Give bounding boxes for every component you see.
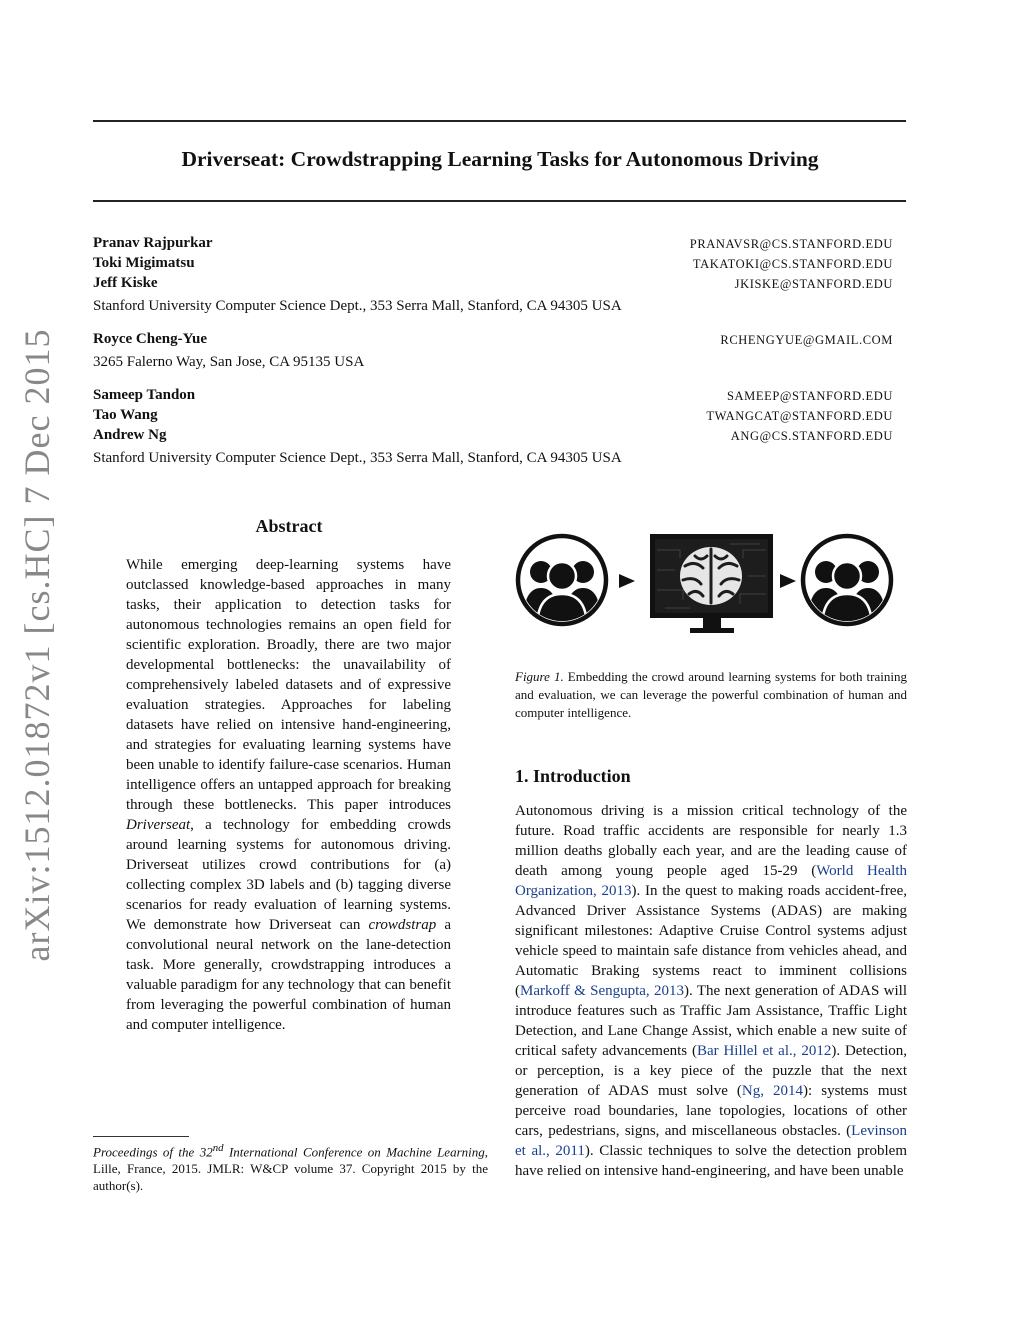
author-name: Tao Wang [93, 407, 158, 423]
author-email: ANG@CS.STANFORD.EDU [730, 429, 893, 443]
author-email: RCHENGYUE@GMAIL.COM [720, 333, 893, 347]
title-bottom-rule [93, 200, 906, 202]
citation-link[interactable]: World Health Organization, 2013 [515, 863, 907, 899]
arrow-right-icon [619, 574, 635, 588]
section-heading-introduction: 1. Introduction [515, 766, 631, 786]
author-name: Jeff Kiske [93, 275, 158, 291]
citation-link[interactable]: Markoff & Sengupta, 2013 [520, 983, 685, 999]
emphasis-crowdstrap: crowdstrap [368, 917, 437, 933]
author-name: Andrew Ng [93, 427, 167, 443]
introduction-text: Autonomous driving is a mission critical technology of the future. Road traffic accidents are responsible for nearly 1.3 million deaths globally each year, and are the leading cause of death among young people aged 15-29 (World Health Organization, 2013). In the quest to making roads accident-free, Advanced Driver Assistance Systems (ADAS) are making significant milestones: Adaptive Cruise Control systems adjust vehicle speed to maintain safe distance from vehicles ahead, and Automatic Braking systems react to imminent collisions (Markoff & Sengupta, 2013). The next generation of ADAS will introduce features such as Traffic Jam Assistance, Traffic Light Detection, and Lane Change Assist, which enable a new suite of critical safety advancements (Bar Hillel et al., 2012). Detection, or perception, is a key piece of the puzzle that the next generation of ADAS must solve (Ng, 2014): systems must perceive road boundaries, lane topologies, locations of other cars, pedestrians, signs, and miscellaneous obstacles. (Levinson et al., 2011). Classic techniques to solve the detection problem have relied on intensive hand-engineering, and have been unable [515, 803, 908, 1179]
affiliation: Stanford University Computer Science Dept., 353 Serra Mall, Stanford, CA 94305 USA [93, 450, 622, 466]
footnote-rule [93, 1136, 189, 1137]
author-email: JKISKE@STANFORD.EDU [734, 277, 893, 291]
citation-link[interactable]: Bar Hillel et al., 2012 [696, 1043, 832, 1059]
author-name: Sameep Tandon [93, 387, 196, 403]
author-name: Royce Cheng-Yue [93, 331, 208, 347]
arrow-right-icon [780, 574, 796, 588]
figure-1-illustration [515, 528, 908, 643]
author-name: Pranav Rajpurkar [93, 235, 213, 251]
paper-title: Driverseat: Crowdstrapping Learning Tasks for Autonomous Driving [181, 147, 819, 171]
abstract-heading: Abstract [255, 516, 323, 536]
author-name: Toki Migimatsu [93, 255, 195, 271]
monitor-brain-icon [650, 534, 773, 633]
arxiv-sidebar [14, 328, 60, 962]
figure-label: Figure 1. [515, 669, 564, 684]
crowd-right-icon [803, 536, 891, 628]
crowd-left-icon [518, 536, 606, 628]
affiliation: 3265 Falerno Way, San Jose, CA 95135 USA [93, 354, 365, 370]
author-email: PRANAVSR@CS.STANFORD.EDU [689, 237, 893, 251]
author-email: TWANGCAT@STANFORD.EDU [706, 409, 893, 423]
footnote: Proceedings of the 32nd International Conference on Machine Learning, Lille, France, 2015. JMLR: W&CP volume 37. Copyright 2015 by the author(s). [93, 1142, 488, 1194]
arxiv-id: arXiv:1512.01872v1 [cs.HC] 7 Dec 2015 [17, 328, 57, 962]
affiliation: Stanford University Computer Science Dept., 353 Serra Mall, Stanford, CA 94305 USA [93, 298, 622, 314]
emphasis-driverseat: Driverseat [126, 817, 191, 833]
citation-link[interactable]: Ng, 2014 [741, 1083, 804, 1099]
abstract-text: While emerging deep-learning systems have outclassed knowledge-based approaches in many tasks, their application to detection tasks for autonomous technologies remains an open field for scientific exploration. Broadly, there are two major developmental bottlenecks: the unavailability of comprehensively labeled datasets and of expressive evaluation strategies. Approaches for labeling datasets have relied on intensive hand-engineering, and strategies for evaluating learning systems have been unable to identify failure-case scenarios. Human intelligence offers an untapped approach for breaking through these bottlenecks. This paper introduces Driverseat, a technology for embedding crowds around learning systems for autonomous driving. Driverseat utilizes crowd contributions for (a) collecting complex 3D labels and (b) tagging diverse scenarios for ready evaluation of learning systems. We demonstrate how Driverseat can crowdstrap a convolutional neural network on the lane-detection task. More generally, crowdstrapping introduces a valuable paradigm for any technology that can benefit from leveraging the powerful combination of human and computer intelligence. [126, 557, 451, 1033]
author-email: TAKATOKI@CS.STANFORD.EDU [692, 257, 893, 271]
author-email: SAMEEP@STANFORD.EDU [726, 389, 893, 403]
citation-link[interactable]: Levinson et al., 2011 [515, 1123, 907, 1159]
figure-1-caption: Figure 1. Embedding the crowd around learning systems for both training and evaluation, we can leverage the powerful combination of human and computer intelligence. [515, 669, 907, 720]
top-rule [93, 120, 906, 122]
